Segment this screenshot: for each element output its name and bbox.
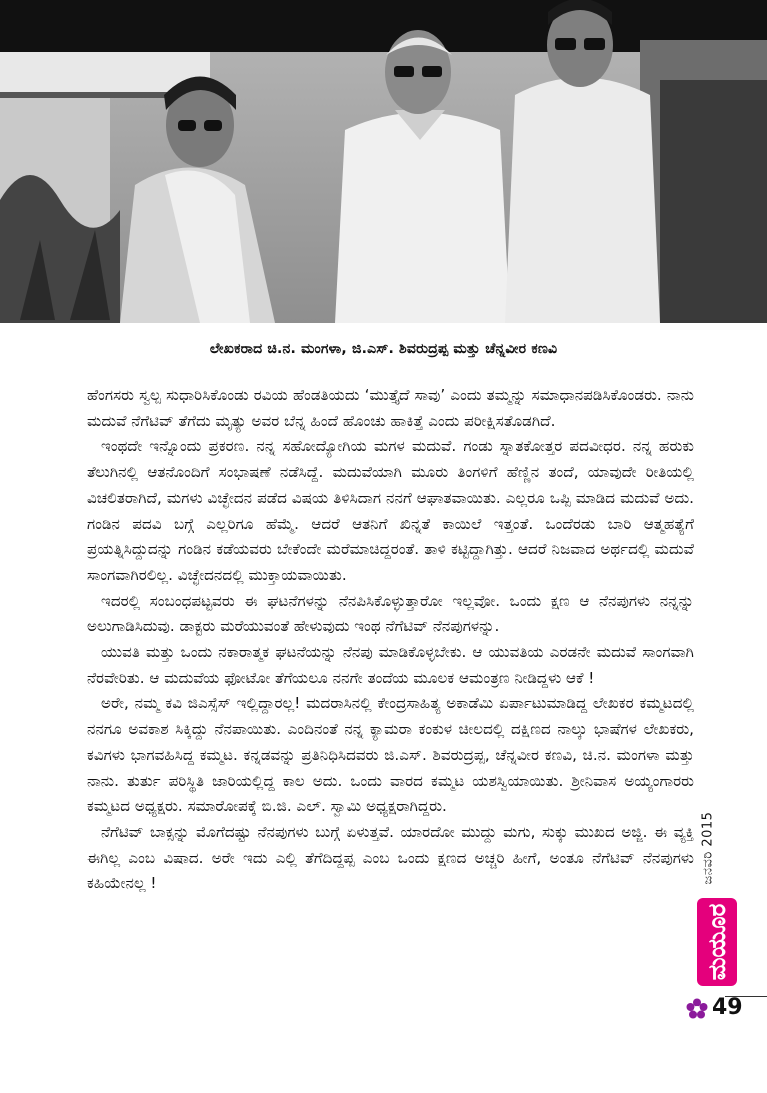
- paragraph: ನೆಗೆಟಿವ್ ಬಾಕ್ಸನ್ನು ಮೊಗೆದಷ್ಟು ನೆನಪುಗಳು ಬುಗ್ಗೆ ಏಳುತ್ತವೆ. ಯಾರದೋ ಮುದ್ದು ಮಗು, ಸುಕ್ಕು ಮುಖದ ಅಜ್ಜಿ. ಈ ವ್ಯಕ್ತಿ ಈಗಿಲ್ಲ ಎಂಬ ವಿಷಾದ. ಅರೇ ಇದು ಎಲ್ಲಿ ತೆಗೆದಿದ್ದಪ್ಪ ಎಂಬ ಒಂದು ಕ್ಷಣದ ಅಚ್ಚರಿ ಹೀಗೆ, ಅಂತೂ ನೆಗೆಟಿವ್ ನೆನಪುಗಳು ಕಹಿಯೇನಲ್ಲ !: [87, 822, 694, 893]
- article-body: [87, 383, 694, 897]
- paragraph: ಯುವತಿ ಮತ್ತು ಒಂದು ನಕಾರಾತ್ಮಕ ಘಟನೆಯನ್ನು ನೆನಪು ಮಾಡಿಕೊಳ್ಳಬೇಕು. ಆ ಯುವತಿಯ ಎರಡನೇ ಮದುವೆ ಸಾಂಗವಾಗಿ ನೆರವೇರಿತು. ಆ ಮದುವೆಯ ಫೋಟೋ ತೆಗೆಯಲೂ ನನಗೇ ತಂದೆಯ ಮೂಲಕ ಆಮಂತ್ರಣ ನೀಡಿದ್ದಳು ಆಕೆ !: [87, 643, 694, 687]
- paragraph: ಅರೇ, ನಮ್ಮ ಕವಿ ಜಿಎಸ್ಸೆಸ್ ಇಲ್ಲಿದ್ದಾರಲ್ಲ! ಮದರಾಸಿನಲ್ಲಿ ಕೇಂದ್ರಸಾಹಿತ್ಯ ಅಕಾಡೆಮಿ ಏರ್ಪಾಟುಮಾಡಿದ್ದ ಲೇಖಕರ ಕಮ್ಮಟದಲ್ಲಿ ನನಗೂ ಅವಕಾಶ ಸಿಕ್ಕಿದ್ದು ನೆನಪಾಯಿತು. ಎಂದಿನಂತೆ ನನ್ನ ಕ್ಯಾಮರಾ ಕಂಕುಳ ಚೀಲದಲ್ಲಿ ದಕ್ಷಿಣದ ನಾಲ್ಕು ಭಾಷೆಗಳ ಲೇಖಕರು, ಕವಿಗಳು ಭಾಗವಹಿಸಿದ್ದ ಕಮ್ಮಟ. ಕನ್ನಡವನ್ನು ಪ್ರತಿನಿಧಿಸಿದವರು ಜಿ.ಎಸ್. ಶಿವರುದ್ರಪ್ಪ, ಚೆನ್ನವೀರ ಕಣವಿ, ಚಿ.ನ. ಮಂಗಳಾ ಮತ್ತು ನಾನು. ತುರ್ತು ಪರಿಸ್ಥಿತಿ ಜಾರಿಯಲ್ಲಿದ್ದ ಕಾಲ ಅದು. ಒಂದು ವಾರದ ಕಮ್ಮಟ ಯಶಸ್ವಿಯಾಯಿತು. ಶ್ರೀನಿವಾಸ ಅಯ್ಯಂಗಾರರು ಕಮ್ಮಟದ ಅಧ್ಯಕ್ಷರು. ಸಮಾರೋಪಕ್ಕೆ ಬಿ.ಜಿ. ಎಲ್. ಸ್ವಾಮಿ ಅಧ್ಯಕ್ಷರಾಗಿದ್ದರು.: [87, 694, 694, 816]
- flower-icon: [686, 998, 708, 1020]
- magazine-logo-text: ಮಯೂರ: [703, 903, 731, 981]
- paragraph: ಇದರಲ್ಲಿ ಸಂಬಂಧಪಟ್ಟವರು ಈ ಘಟನೆಗಳನ್ನು ನೆನಪಿಸಿಕೊಳ್ಳುತ್ತಾರೋ ಇಲ್ಲವೋ. ಒಂದು ಕ್ಷಣ ಆ ನೆನಪುಗಳು ನನ್ನನ್ನು ಅಲುಗಾಡಿಸಿದುವು. ಡಾಕ್ಟರು ಮರೆಯುವಂತೆ ಹೇಳುವುದು ಇಂಥ ನೆಗೆಟಿವ್ ನೆನಪುಗಳನ್ನು.: [87, 591, 694, 636]
- magazine-logo: [697, 898, 737, 986]
- issue-date: [697, 808, 719, 888]
- paragraph: ಹೆಂಗಸರು ಸ್ವಲ್ಪ ಸುಧಾರಿಸಿಕೊಂಡು ರವಿಯ ಹೆಂಡತಿಯದು ‘ಮುತ್ತೈದೆ ಸಾವು’ ಎಂದು ತಮ್ಮನ್ನು ಸಮಾಧಾನಪಡಿಸಿಕೊಂಡರು. ನಾನು ಮದುವೆ ನೆಗೆಟಿವ್ ತೆಗೆದು ಮೃತ್ಯು ಅವರ ಬೆನ್ನ ಹಿಂದೆ ಹೊಂಚು ಹಾಕಿತ್ತೆ ಎಂದು ಪರೀಕ್ಷಿಸತೊಡಗಿದೆ.: [87, 386, 694, 430]
- article-photo: [0, 0, 767, 323]
- page-number: 49: [712, 995, 743, 1020]
- issue-date-text: ಜನವರಿ 2015: [700, 811, 716, 885]
- paragraph: ಇಂಥದೇ ಇನ್ನೊಂದು ಪ್ರಕರಣ. ನನ್ನ ಸಹೋದ್ಯೋಗಿಯ ಮಗಳ ಮದುವೆ. ಗಂಡು ಸ್ನಾತಕೋತ್ತರ ಪದವೀಧರ. ನನ್ನ ಹರುಕು ತೆಲುಗಿನಲ್ಲಿ ಆತನೊಂದಿಗೆ ಸಂಭಾಷಣೆ ನಡೆಸಿದ್ದೆ. ಮದುವೆಯಾಗಿ ಮೂರು ತಿಂಗಳಿಗೆ ಹೆಣ್ಣಿನ ತಂದೆ, ಯಾವುದೇ ರೀತಿಯಲ್ಲಿ ವಿಚಲಿತರಾಗಿದೆ, ಮಗಳು ವಿಚ್ಛೇದನ ಪಡೆದ ವಿಷಯ ತಿಳಿಸಿದಾಗ ನನಗೆ ಆಘಾತವಾಯಿತು. ಎಲ್ಲರೂ ಒಪ್ಪಿ ಮಾಡಿದ ಮದುವೆ ಅದು. ಗಂಡಿನ ಪದವಿ ಬಗ್ಗೆ ಎಲ್ಲರಿಗೂ ಹೆಮ್ಮೆ. ಆದರೆ ಆತನಿಗೆ ಖಿನ್ನತೆ ಕಾಯಿಲೆ ಇತ್ತಂತೆ. ಒಂದೆರಡು ಬಾರಿ ಆತ್ಮಹತ್ಯೆಗೆ ಪ್ರಯತ್ನಿಸಿದ್ದುದನ್ನು ಗಂಡಿನ ಕಡೆಯವರು ಬೇಕೆಂದೇ ಮರೆಮಾಚಿದ್ದರಂತೆ. ತಾಳಿ ಕಟ್ಟಿದ್ದಾಗಿತ್ತು. ಆದರೆ ನಿಜವಾದ ಅರ್ಥದಲ್ಲಿ ಮದುವೆ ಸಾಂಗವಾಗಿರಲಿಲ್ಲ. ವಿಚ್ಛೇದನದಲ್ಲಿ ಮುಕ್ತಾಯವಾಯಿತು.: [87, 437, 694, 584]
- photo-caption: ಲೇಖಕರಾದ ಚಿ.ನ. ಮಂಗಳಾ, ಜಿ.ಎಸ್. ಶಿವರುದ್ರಪ್ಪ ಮತ್ತು ಚೆನ್ನವೀರ ಕಣವಿ: [209, 341, 558, 357]
